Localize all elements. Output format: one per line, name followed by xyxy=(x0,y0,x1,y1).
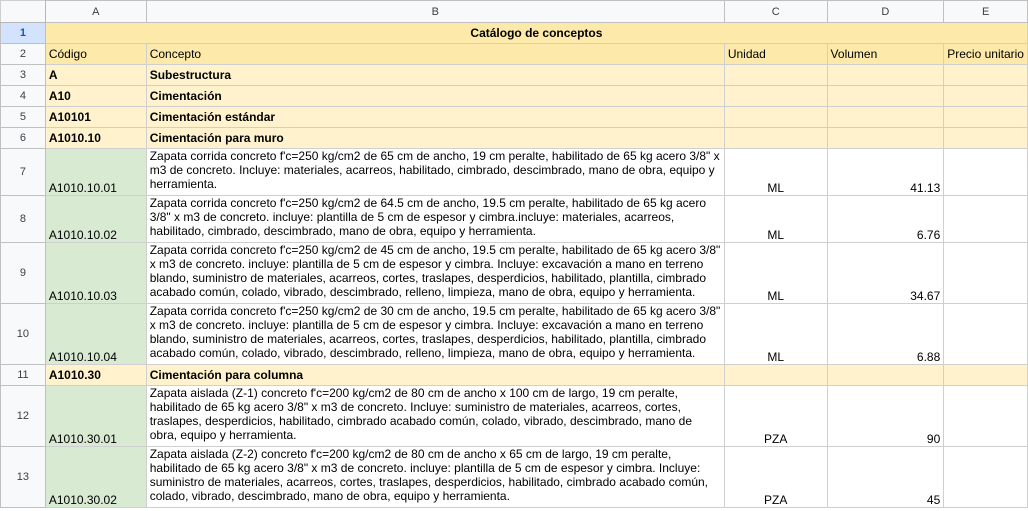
price-cell[interactable] xyxy=(944,386,1028,447)
price-cell[interactable] xyxy=(944,149,1028,196)
row-header[interactable]: 5 xyxy=(1,107,46,128)
sheet-row xyxy=(1,86,1028,107)
volume-cell[interactable]: 6.76 xyxy=(827,196,944,243)
item-concept-cell[interactable]: Zapata corrida concreto f'c=250 kg/cm2 de 64.5 cm de ancho, 19.5 cm peralte, habilitado de 65 kg acero 3/8" x m3 de concreto. incluye: plantilla de 5 cm de espesor y cimbra.incluye: materiales, acarreos, habilitado, cimbrado, descimbrado, mano de obra, equipo y herramienta. xyxy=(146,196,724,243)
column-header-e[interactable]: E xyxy=(944,1,1028,23)
column-header-c[interactable]: C xyxy=(724,1,827,23)
price-cell[interactable] xyxy=(944,447,1028,508)
header-volumen-cell[interactable]: Volumen xyxy=(827,44,944,65)
price-cell[interactable] xyxy=(944,196,1028,243)
unit-cell[interactable] xyxy=(724,365,827,386)
sheet-row xyxy=(1,243,1028,304)
header-codigo-cell[interactable]: Código xyxy=(45,44,146,65)
volume-cell[interactable]: 41.13 xyxy=(827,149,944,196)
price-cell[interactable] xyxy=(944,128,1028,149)
item-concept-cell[interactable]: Zapata corrida concreto f'c=250 kg/cm2 de 45 cm de ancho, 19.5 cm peralte, habilitado de 65 kg acero 3/8" x m3 de concreto. incluye: plantilla de 5 cm de espesor y cimbra. Incluye: excavación a mano en terreno blando, suministro de materiales, acarreos, cortes, traslapes, desperdicios, habilitado, plantilla, cimbrado acabado común, colado, vibrado, descimbrado, relleno, limpieza, mano de obra, equipo y herramienta. xyxy=(146,243,724,304)
group-concept-cell[interactable]: Cimentación estándar xyxy=(146,107,724,128)
sheet-row xyxy=(1,447,1028,508)
row-header[interactable]: 4 xyxy=(1,86,46,107)
unit-cell[interactable] xyxy=(724,107,827,128)
item-code-cell[interactable]: A1010.10.01 xyxy=(45,149,146,196)
row-header[interactable]: 1 xyxy=(1,23,46,44)
item-concept-cell[interactable]: Zapata aislada (Z-1) concreto f'c=200 kg/cm2 de 80 cm de ancho x 100 cm de largo, 19 cm peralte, habilitado de 65 kg acero 3/8" x m3 de concreto. Incluye: suministro de materiales, acarreos, cortes, traslapes, desperdicios, habilitado, cimbrado acabado común, colado, vibrado, descimbrado, mano de obra, equipo y herramienta. xyxy=(146,386,724,447)
unit-cell[interactable]: ML xyxy=(724,243,827,304)
row-header[interactable]: 3 xyxy=(1,65,46,86)
unit-cell[interactable]: ML xyxy=(724,304,827,365)
item-code-cell[interactable]: A1010.10.02 xyxy=(45,196,146,243)
column-header-d[interactable]: D xyxy=(827,1,944,23)
group-code-cell[interactable]: A xyxy=(45,65,146,86)
row-header[interactable]: 11 xyxy=(1,365,46,386)
sheet-row xyxy=(1,304,1028,365)
volume-cell[interactable]: 34.67 xyxy=(827,243,944,304)
row-header[interactable]: 12 xyxy=(1,386,46,447)
header-concepto-cell[interactable]: Concepto xyxy=(146,44,724,65)
header-unidad-cell[interactable]: Unidad xyxy=(724,44,827,65)
unit-cell[interactable]: ML xyxy=(724,149,827,196)
item-code-cell[interactable]: A1010.10.04 xyxy=(45,304,146,365)
unit-cell[interactable] xyxy=(724,65,827,86)
sheet-row xyxy=(1,44,1028,65)
sheet-row xyxy=(1,128,1028,149)
group-code-cell[interactable]: A1010.30 xyxy=(45,365,146,386)
volume-cell[interactable] xyxy=(827,107,944,128)
volume-cell[interactable]: 6.88 xyxy=(827,304,944,365)
volume-cell[interactable] xyxy=(827,86,944,107)
catalog-title-cell[interactable]: Catálogo de conceptos xyxy=(45,23,1027,44)
row-header[interactable]: 8 xyxy=(1,196,46,243)
row-header[interactable]: 2 xyxy=(1,44,46,65)
column-header-row xyxy=(1,1,1028,23)
sheet-row xyxy=(1,196,1028,243)
group-code-cell[interactable]: A10101 xyxy=(45,107,146,128)
sheet-row xyxy=(1,386,1028,447)
row-header[interactable]: 9 xyxy=(1,243,46,304)
price-cell[interactable] xyxy=(944,86,1028,107)
item-code-cell[interactable]: A1010.10.03 xyxy=(45,243,146,304)
sheet-row xyxy=(1,365,1028,386)
group-concept-cell[interactable]: Cimentación para muro xyxy=(146,128,724,149)
item-concept-cell[interactable]: Zapata corrida concreto f'c=250 kg/cm2 de 65 cm de ancho, 19 cm peralte, habilitado de 65 kg acero 3/8" x m3 de concreto. Incluye: materiales, acarreos, habilitado, cimbrado, descimbrado, mano de obra, equipo y herramienta. xyxy=(146,149,724,196)
group-concept-cell[interactable]: Cimentación xyxy=(146,86,724,107)
price-cell[interactable] xyxy=(944,107,1028,128)
sheet-row xyxy=(1,107,1028,128)
column-header-b[interactable]: B xyxy=(146,1,724,23)
price-cell[interactable] xyxy=(944,365,1028,386)
row-header[interactable]: 10 xyxy=(1,304,46,365)
group-code-cell[interactable]: A1010.10 xyxy=(45,128,146,149)
unit-cell[interactable] xyxy=(724,86,827,107)
row-header[interactable]: 7 xyxy=(1,149,46,196)
item-concept-cell[interactable]: Zapata corrida concreto f'c=250 kg/cm2 de 30 cm de ancho, 19.5 cm peralte, habilitado de 65 kg acero 3/8" x m3 de concreto. incluye: plantilla de 5 cm de espesor y cimbra. Incluye: excavación a mano en terreno blando, suministro de materiales, acarreos, cortes, traslapes, desperdicios, habilitado, plantilla, cimbrado acabado común, colado, vibrado, descimbrado, relleno, limpieza, mano de obra, equipo y herramienta. xyxy=(146,304,724,365)
group-concept-cell[interactable]: Cimentación para columna xyxy=(146,365,724,386)
item-code-cell[interactable]: A1010.30.01 xyxy=(45,386,146,447)
unit-cell[interactable]: PZA xyxy=(724,447,827,508)
column-header-a[interactable]: A xyxy=(45,1,146,23)
item-concept-cell[interactable]: Zapata aislada (Z-2) concreto f'c=200 kg/cm2 de 80 cm de ancho x 65 cm de largo, 19 cm peralte, habilitado de 65 kg acero 3/8" x m3 de concreto. incluye: plantilla de 5 cm de espesor y cimbra. Incluye: suministro de materiales, acarreos, cortes, traslapes, desperdicios, habilitado, cimbrado acabado común, colado, vibrado, descimbrado, mano de obra, equipo y herramienta. xyxy=(146,447,724,508)
price-cell[interactable] xyxy=(944,243,1028,304)
volume-cell[interactable] xyxy=(827,365,944,386)
price-cell[interactable] xyxy=(944,304,1028,365)
sheet-row xyxy=(1,149,1028,196)
sheet-row xyxy=(1,23,1028,44)
unit-cell[interactable] xyxy=(724,128,827,149)
price-cell[interactable] xyxy=(944,65,1028,86)
row-header[interactable]: 13 xyxy=(1,447,46,508)
volume-cell[interactable] xyxy=(827,128,944,149)
row-header[interactable]: 6 xyxy=(1,128,46,149)
volume-cell[interactable]: 90 xyxy=(827,386,944,447)
group-concept-cell[interactable]: Subestructura xyxy=(146,65,724,86)
volume-cell[interactable] xyxy=(827,65,944,86)
unit-cell[interactable]: ML xyxy=(724,196,827,243)
select-all-corner[interactable] xyxy=(1,1,46,23)
sheet-row xyxy=(1,65,1028,86)
volume-cell[interactable]: 45 xyxy=(827,447,944,508)
unit-cell[interactable]: PZA xyxy=(724,386,827,447)
header-precio-cell[interactable]: Precio unitario xyxy=(944,44,1028,65)
item-code-cell[interactable]: A1010.30.02 xyxy=(45,447,146,508)
group-code-cell[interactable]: A10 xyxy=(45,86,146,107)
